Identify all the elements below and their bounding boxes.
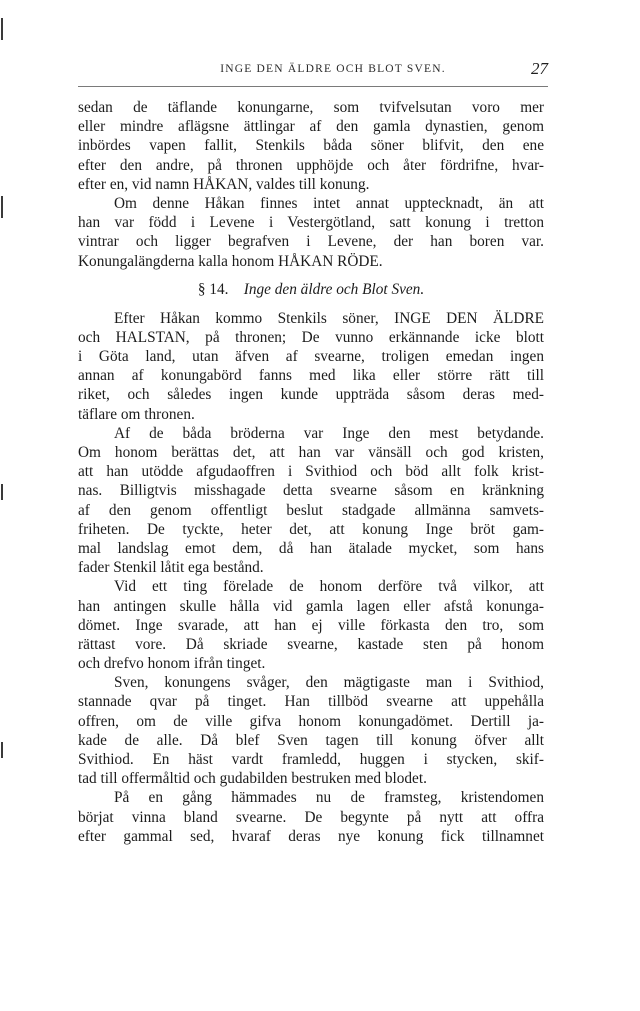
text-line: tad till offermåltid och gudabilden bestruken med blodet. (78, 770, 427, 788)
margin-scan-mark (1, 742, 3, 758)
section-number: § 14. (197, 280, 229, 298)
text-line: På en gång hämmades nu de framsteg, kristendomen (114, 789, 544, 807)
paragraph (78, 788, 544, 846)
paragraph (78, 194, 544, 271)
text-line: Vid ett ting förelade de honom derföre två vilkor, att (114, 578, 544, 596)
text-line: och drefvo honom ifrån tinget. (78, 655, 266, 673)
text-line: kade de alle. Då blef Sven tagen till konung öfver allt (78, 731, 544, 749)
text-line: efter gammal sed, hvaraf deras nye konung fick tillnamnet (78, 827, 544, 845)
text-line: Svithiod. En häst vardt framledd, huggen i stycken, skif- (78, 751, 544, 768)
margin-scan-mark (1, 196, 3, 218)
text-line: Konungalängderna kalla honom HÅKAN RÖDE. (78, 252, 383, 270)
text-line: sedan de täflande konungarne, som tvifvelsutan voro mer (78, 99, 544, 116)
page-header (78, 59, 548, 81)
body-text (78, 98, 544, 846)
text-line: rättast vore. Då skriade svearne, kastade sten på honom (78, 635, 544, 653)
margin-scan-mark (1, 18, 3, 40)
text-line: friheten. De tyckte, heter det, att konung Inge bröt gam- (78, 520, 544, 538)
text-line: Om honom berättas det, att han var vänsäll och god kristen, (78, 444, 544, 461)
text-line: efter den andre, på thronen upphöjde och åter fördrifne, hvar- (78, 156, 544, 174)
text-line: af den genom offentligt beslut stadgade allmänna samvets- (78, 501, 544, 519)
margin-scan-mark (1, 484, 3, 500)
running-title: INGE DEN ÄLDRE OCH BLOT SVEN. (220, 63, 446, 75)
text-line: efter en, vid namn HÅKAN, valdes till konung. (78, 175, 370, 193)
text-line: att han utödde afgudaoffren i Svithiod och böd allt folk krist- (78, 463, 544, 481)
text-line: Om denne Håkan finnes intet annat upptecknadt, än att (114, 194, 544, 212)
text-line: och HALSTAN, på thronen; De vunno erkännande icke blott (78, 328, 544, 346)
paragraph (78, 424, 544, 578)
text-line: offren, om de ville gifva honom konungadömet. Dertill ja- (78, 712, 544, 730)
text-line: dömet. Inge svarade, att han ej ville förkasta den tro, som (78, 616, 544, 634)
section-title: Inge den äldre och Blot Sven. (243, 280, 425, 298)
paragraph (78, 577, 544, 673)
page-number: 27 (531, 59, 548, 78)
text-line: vintrar och ligger begrafven i Levene, der han boren var. (78, 233, 544, 251)
header-rule (78, 86, 548, 87)
text-line: börjat vinna bland svearne. De begynte på nytt att offra (78, 808, 544, 826)
text-line: mal landslag emot dem, då han ätalade mycket, som hans (78, 539, 544, 557)
text-line: han antingen skulle hålla vid gamla lagen eller afstå konunga- (78, 597, 544, 615)
text-line: fader Stenkil låtit ega bestånd. (78, 559, 264, 577)
text-line: Af de båda bröderna var Inge den mest betydande. (114, 424, 544, 442)
text-line: nas. Billigtvis misshagade detta svearne såsom en kränkning (78, 482, 544, 500)
paragraph (78, 309, 544, 424)
text-line: inbördes vapen fallit, Stenkils båda söner blifvit, den ene (78, 137, 544, 155)
section-heading (78, 275, 544, 303)
text-line: riket, och således ingen kunde uppträda såsom deras med- (78, 386, 544, 404)
text-line: Efter Håkan kommo Stenkils söner, INGE DEN ÄLDRE (114, 309, 544, 327)
text-line: Sven, konungens svåger, den mägtigaste man i Svithiod, (114, 674, 544, 692)
text-line: i Göta land, utan äfven af svearne, troligen emedan ingen (78, 348, 544, 366)
text-line: täflare om thronen. (78, 405, 195, 423)
paragraph (78, 98, 544, 194)
paragraph (78, 673, 544, 788)
text-line: eller mindre aflägsne ättlingar af den gamla dynastien, genom (78, 118, 544, 136)
text-line: han var född i Levene i Vestergötland, satt konung i tretton (78, 214, 544, 232)
text-line: stannade qvar på tinget. Han tillböd svearne att uppehålla (78, 693, 544, 711)
text-line: annan af konungabörd fanns med lika eller större rätt till (78, 367, 544, 385)
